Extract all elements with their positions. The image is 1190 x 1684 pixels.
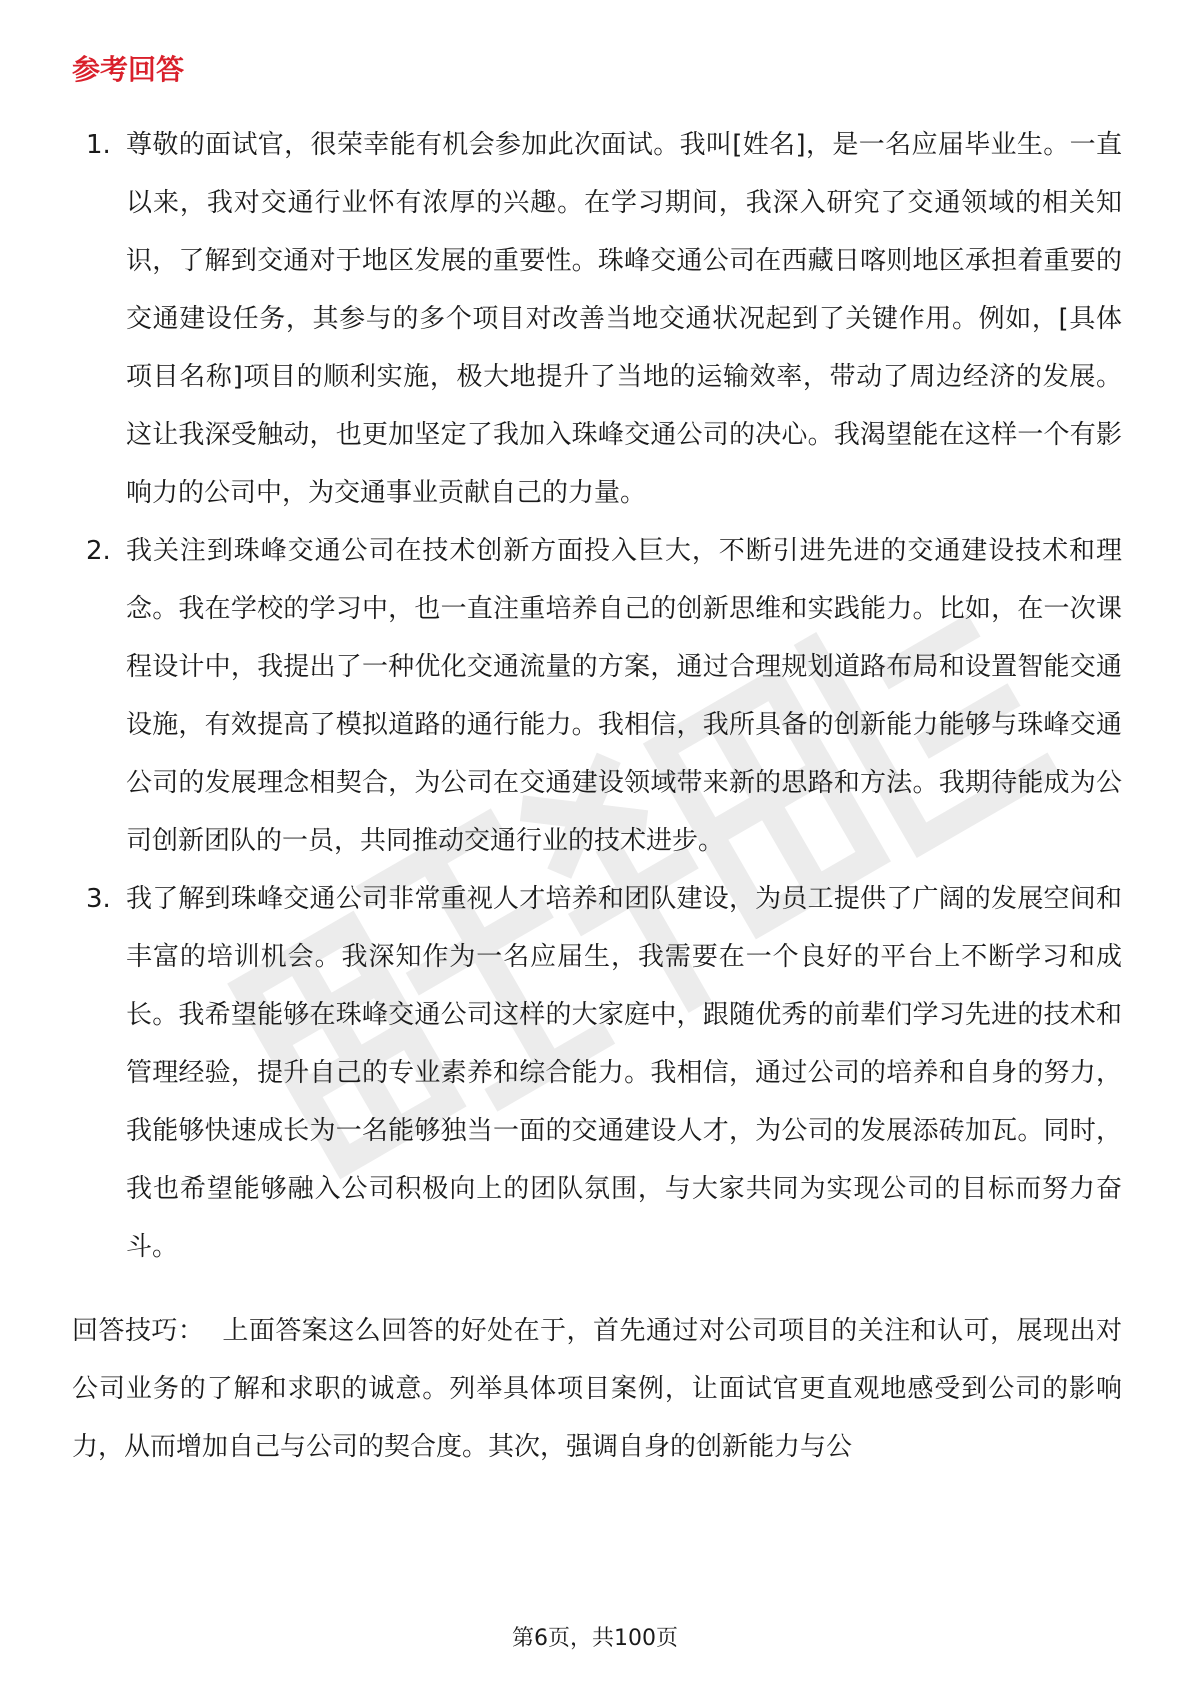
answer-number: 2. [86, 536, 111, 566]
page-content [72, 50, 1122, 1476]
answer-list [72, 116, 1122, 1276]
answer-number: 3. [86, 884, 111, 914]
answer-item-1 [72, 116, 1122, 522]
answer-text: 我了解到珠峰交通公司非常重视人才培养和团队建设，为员工提供了广阔的发展空间和丰富的培训机会。我深知作为一名应届生，我需要在一个良好的平台上不断学习和成长。我希望能够在珠峰交通公司这样的大家庭中，跟随优秀的前辈们学习先进的技术和管理经验，提升自己的专业素养和综合能力。我相信，通过公司的培养和自身的努力，我能够快速成长为一名能够独当一面的交通建设人才，为公司的发展添砖加瓦。同时，我也希望能够融入公司积极向上的团队氛围，与大家共同为实现公司的目标而努力奋斗。 [126, 884, 1122, 1262]
section-title: 参考回答 [72, 53, 185, 86]
tips-label: 回答技巧： [72, 1316, 205, 1346]
page-indicator: 第6页，共100页 [512, 1626, 678, 1651]
answer-number: 1. [86, 130, 111, 160]
answer-text: 尊敬的面试官，很荣幸能有机会参加此次面试。我叫[姓名]，是一名应届毕业生。一直以来，我对交通行业怀有浓厚的兴趣。在学习期间，我深入研究了交通领域的相关知识，了解到交通对于地区发展的重要性。珠峰交通公司在西藏日喀则地区承担着重要的交通建设任务，其参与的多个项目对改善当地交通状况起到了关键作用。例如，[具体项目名称]项目的顺利实施，极大地提升了当地的运输效率，带动了周边经济的发展。这让我深受触动，也更加坚定了我加入珠峰交通公司的决心。我渴望能在这样一个有影响力的公司中，为交通事业贡献自己的力量。 [126, 130, 1122, 508]
answer-text: 我关注到珠峰交通公司在技术创新方面投入巨大，不断引进先进的交通建设技术和理念。我在学校的学习中，也一直注重培养自己的创新思维和实践能力。比如，在一次课程设计中，我提出了一种优化交通流量的方案，通过合理规划道路布局和设置智能交通设施，有效提高了模拟道路的通行能力。我相信，我所具备的创新能力能够与珠峰交通公司的发展理念相契合，为公司在交通建设领域带来新的思路和方法。我期待能成为公司创新团队的一员，共同推动交通行业的技术进步。 [126, 536, 1122, 856]
tips-text: 上面答案这么回答的好处在于，首先通过对公司项目的关注和认可，展现出对公司业务的了解和求职的诚意。列举具体项目案例，让面试官更直观地感受到公司的影响力，从而增加自己与公司的契合度。其次，强调自身的创新能力与公 [72, 1316, 1122, 1462]
answer-item-3 [72, 870, 1122, 1276]
answer-tips [72, 1302, 1122, 1476]
answer-item-2 [72, 522, 1122, 870]
